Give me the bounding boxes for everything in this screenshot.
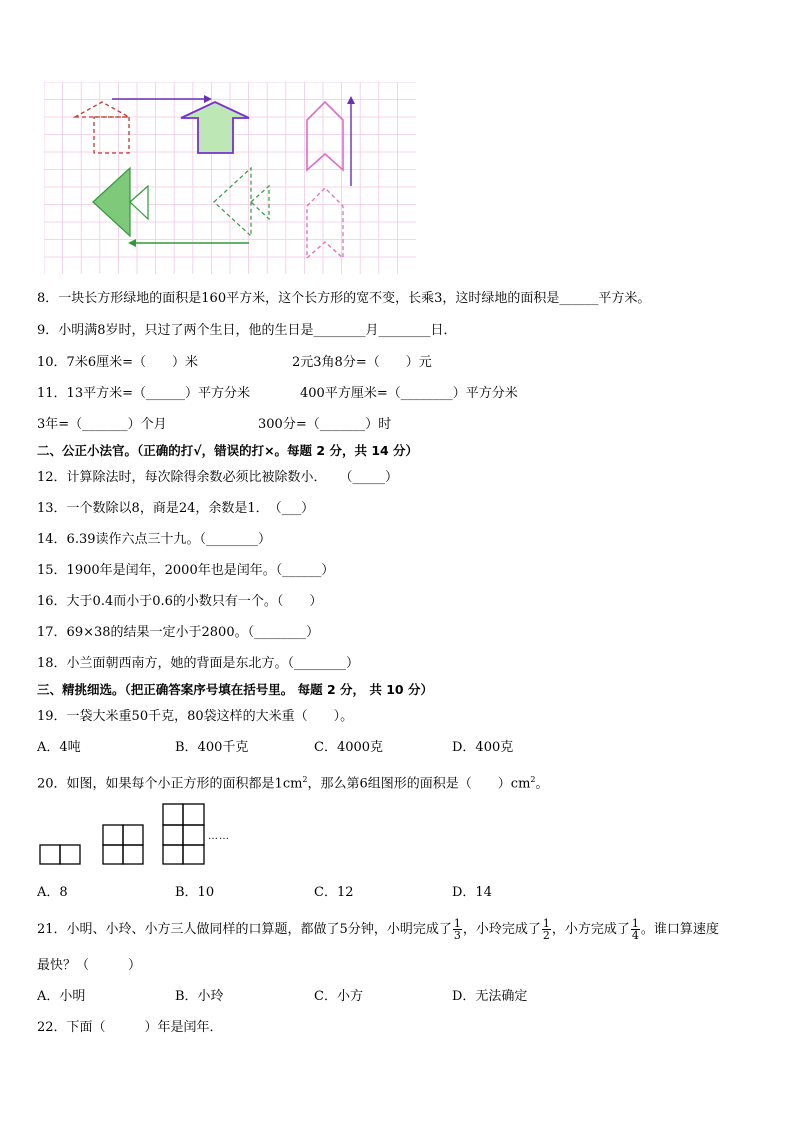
right-arrow-head xyxy=(204,95,212,103)
question-22: 22．下面（ ）年是闰年． xyxy=(37,1020,223,1035)
fraction-one-third: $\frac{1}{3}$ xyxy=(453,917,461,942)
section-2-title: 二、公正小法官。（正确的打√，错误的打×。每题 2 分，共 14 分） xyxy=(37,443,419,458)
question-17: 17．69×38的结果一定小于2800。（________） xyxy=(37,625,320,640)
left-arrow-head xyxy=(128,239,136,247)
green-solid-arrow-small xyxy=(130,186,148,219)
green-dashed-arrow xyxy=(214,168,251,236)
question-21: 21．小明、小玲、小方三人做同样的口算题，都做了5分钟，小明完成了 $\frac{1}{3}$ ，小玲完成了 $\frac{1}{2}$ ，小方完成了 $\frac{1}{4}$ 。谁口算速度 xyxy=(37,917,719,942)
up-arrow-head xyxy=(347,96,355,104)
q21-option-c: C．小方 xyxy=(314,989,363,1004)
question-16: 16．大于0.4而小于0.6的小数只有一个。（ ） xyxy=(37,594,323,609)
question-20: 20．如图，如果每个小正方形的面积都是$1cm^2$，那么第6组图形的面积是（ ）$cm^2$。 xyxy=(37,775,549,792)
question-13: 13．一个数除以8，商是24，余数是1． （___） xyxy=(37,501,315,516)
squares-figure xyxy=(38,800,278,868)
q20-option-b: B．10 xyxy=(175,885,215,900)
fraction-one-half: $\frac{1}{2}$ xyxy=(542,917,550,942)
q21-option-b: B．小玲 xyxy=(175,989,224,1004)
q21-option-d: D．无法确定 xyxy=(452,989,528,1004)
question-10a: 10．7米6厘米=（ ）米 xyxy=(37,355,198,370)
question-14: 14．6.39读作六点三十九。（________） xyxy=(37,532,271,547)
question-12: 12．计算除法时，每次除得余数必须比被除数小． （_____） xyxy=(37,470,399,485)
solid-house xyxy=(181,102,249,153)
green-dashed-arrow-small xyxy=(251,186,269,219)
question-8: 8．一块长方形绿地的面积是160平方米，这个长方形的宽不变，长乘3，这时绿地的面积是______平方米。 xyxy=(37,291,651,306)
q19-option-d: D．400克 xyxy=(452,740,514,755)
figure-ellipsis: …… xyxy=(208,831,230,842)
question-21-cont: 最快？（ ） xyxy=(37,958,142,973)
question-9: 9．小明满8岁时，只过了两个生日，他的生日是________月________日． xyxy=(37,323,457,338)
q21-option-a: A．小明 xyxy=(37,989,86,1004)
green-solid-arrow xyxy=(93,168,130,236)
dashed-house-body xyxy=(94,117,129,153)
section-3-title: 三、精挑细选。（把正确答案序号填在括号里。 每题 2 分， 共 10 分） xyxy=(37,682,433,697)
question-19: 19．一袋大米重50千克，80袋这样的大米重（ ）。 xyxy=(37,709,354,724)
question-11b: 400平方厘米=（________）平方分米 xyxy=(300,386,518,401)
question-10b: 2元3角8分=（ ）元 xyxy=(292,355,432,370)
q19-option-b: B．400千克 xyxy=(175,740,249,755)
question-15: 15．1900年是闰年，2000年也是闰年。（______） xyxy=(37,563,335,578)
q19-option-a: A．4吨 xyxy=(37,740,81,755)
translation-figure xyxy=(44,82,416,274)
q20-option-c: C．12 xyxy=(314,885,354,900)
question-11a: 11．13平方米=（______）平方分米 xyxy=(37,386,250,401)
dashed-house-roof xyxy=(75,102,129,117)
q20-option-a: A．8 xyxy=(37,885,68,900)
fraction-one-quarter: $\frac{1}{4}$ xyxy=(631,917,639,942)
q20-option-d: D．14 xyxy=(452,885,492,900)
question-18: 18．小兰面朝西南方，她的背面是东北方。（________） xyxy=(37,656,360,671)
chevron-solid xyxy=(307,102,343,170)
question-11d: 300分=（_______）时 xyxy=(258,417,392,432)
q19-option-c: C．4000克 xyxy=(314,740,384,755)
question-11c: 3年=（_______）个月 xyxy=(37,417,167,432)
chevron-dashed xyxy=(307,188,343,258)
